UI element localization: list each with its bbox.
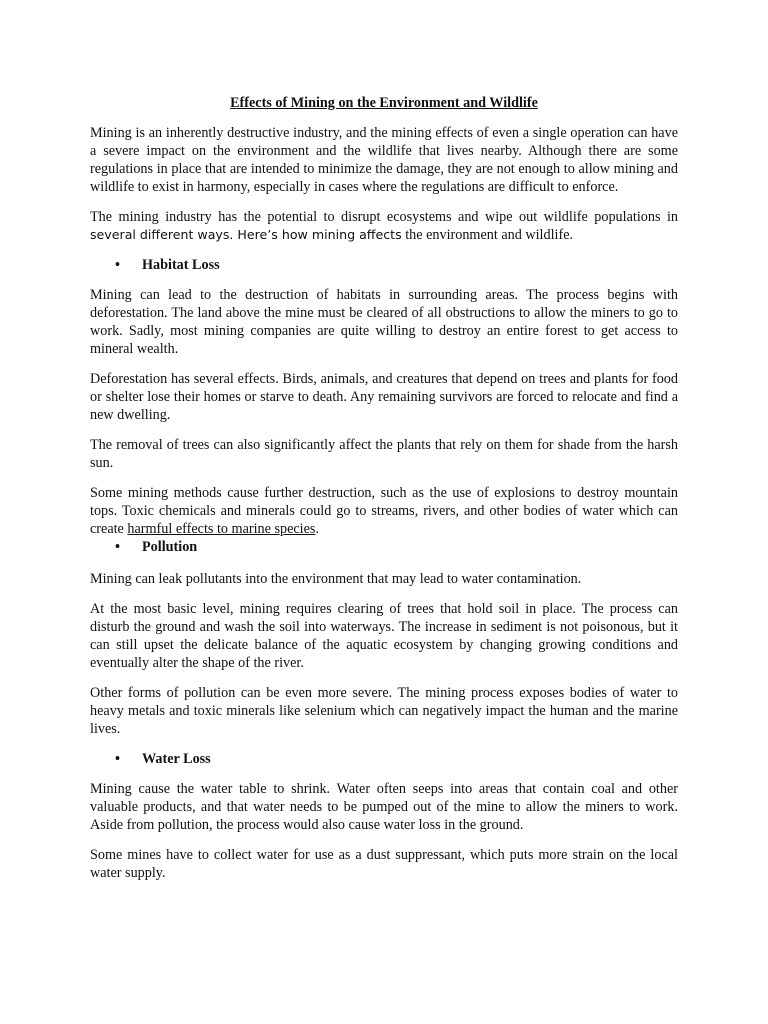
habitat-paragraph-4-text: Some mining methods cause further destruction, such as the use of explosions to destroy mountain tops. Toxic chemicals and minerals could go to streams, rivers, and other bodies of water which can create — [90, 485, 678, 537]
section-heading-label: Pollution — [142, 539, 198, 555]
intro-paragraph-2-alt-text: several different ways. Here’s how mining affects — [90, 227, 402, 242]
intro-paragraph-2-text: The mining industry has the potential to disrupt ecosystems and wipe out wildlife populations in — [90, 209, 678, 225]
intro-paragraph-1: Mining is an inherently destructive industry, and the mining effects of even a single operation can have a severe impact on the environment and the wildlife that lives nearby. Although there are some regulations in place that are intended to minimize the damage, they are not enough to allow mining and wildlife to exist in harmony, especially in cases where the regulations are difficult to enforce. — [90, 125, 678, 195]
pollution-paragraph-3: Other forms of pollution can be even more severe. The mining process exposes bodies of water to heavy metals and toxic minerals like selenium which can negatively impact the human and the marine lives. — [90, 685, 678, 737]
habitat-paragraph-4 — [90, 484, 678, 538]
habitat-paragraph-2: Deforestation has several effects. Birds, animals, and creatures that depend on trees and plants for food or shelter lose their homes or starve to death. Any remaining survivors are forced to relocate and find a new dwelling. — [90, 371, 678, 423]
bullet-icon: • — [115, 257, 120, 273]
document-page — [90, 94, 678, 894]
habitat-paragraph-4-end: . — [315, 521, 319, 537]
section-heading-habitat-loss — [90, 256, 678, 274]
marine-species-link[interactable]: harmful effects to marine species — [127, 521, 316, 537]
intro-paragraph-2-tail: the environment and wildlife. — [401, 227, 574, 243]
water-paragraph-1: Mining cause the water table to shrink. Water often seeps into areas that contain coal and other valuable products, and that water needs to be pumped out of the mine to allow the miners to work. Aside from pollution, the process would also cause water loss in the ground. — [90, 781, 678, 833]
section-heading-water-loss — [90, 750, 678, 768]
section-heading-pollution — [90, 538, 678, 556]
section-heading-label: Habitat Loss — [142, 257, 220, 273]
water-paragraph-2: Some mines have to collect water for use as a dust suppressant, which puts more strain on the local water supply. — [90, 847, 678, 881]
bullet-icon: • — [115, 751, 120, 767]
pollution-paragraph-1: Mining can leak pollutants into the environment that may lead to water contamination. — [90, 571, 582, 587]
bullet-icon: • — [115, 539, 120, 555]
document-title: Effects of Mining on the Environment and Wildlife — [230, 95, 538, 111]
intro-paragraph-2 — [90, 208, 678, 244]
habitat-paragraph-3: The removal of trees can also significantly affect the plants that rely on them for shade from the harsh sun. — [90, 437, 678, 471]
section-heading-label: Water Loss — [142, 751, 211, 767]
pollution-paragraph-2: At the most basic level, mining requires clearing of trees that hold soil in place. The process can disturb the ground and wash the soil into waterways. The increase in sediment is not poisonous, but it can still upset the delicate balance of the aquatic ecosystem by changing growing conditions and eventually alter the shape of the river. — [90, 601, 678, 671]
habitat-paragraph-1: Mining can lead to the destruction of habitats in surrounding areas. The process begins with deforestation. The land above the mine must be cleared of all obstructions to allow the miners to go to work. Sadly, most mining companies are quite willing to destroy an entire forest to get access to mineral wealth. — [90, 287, 678, 357]
